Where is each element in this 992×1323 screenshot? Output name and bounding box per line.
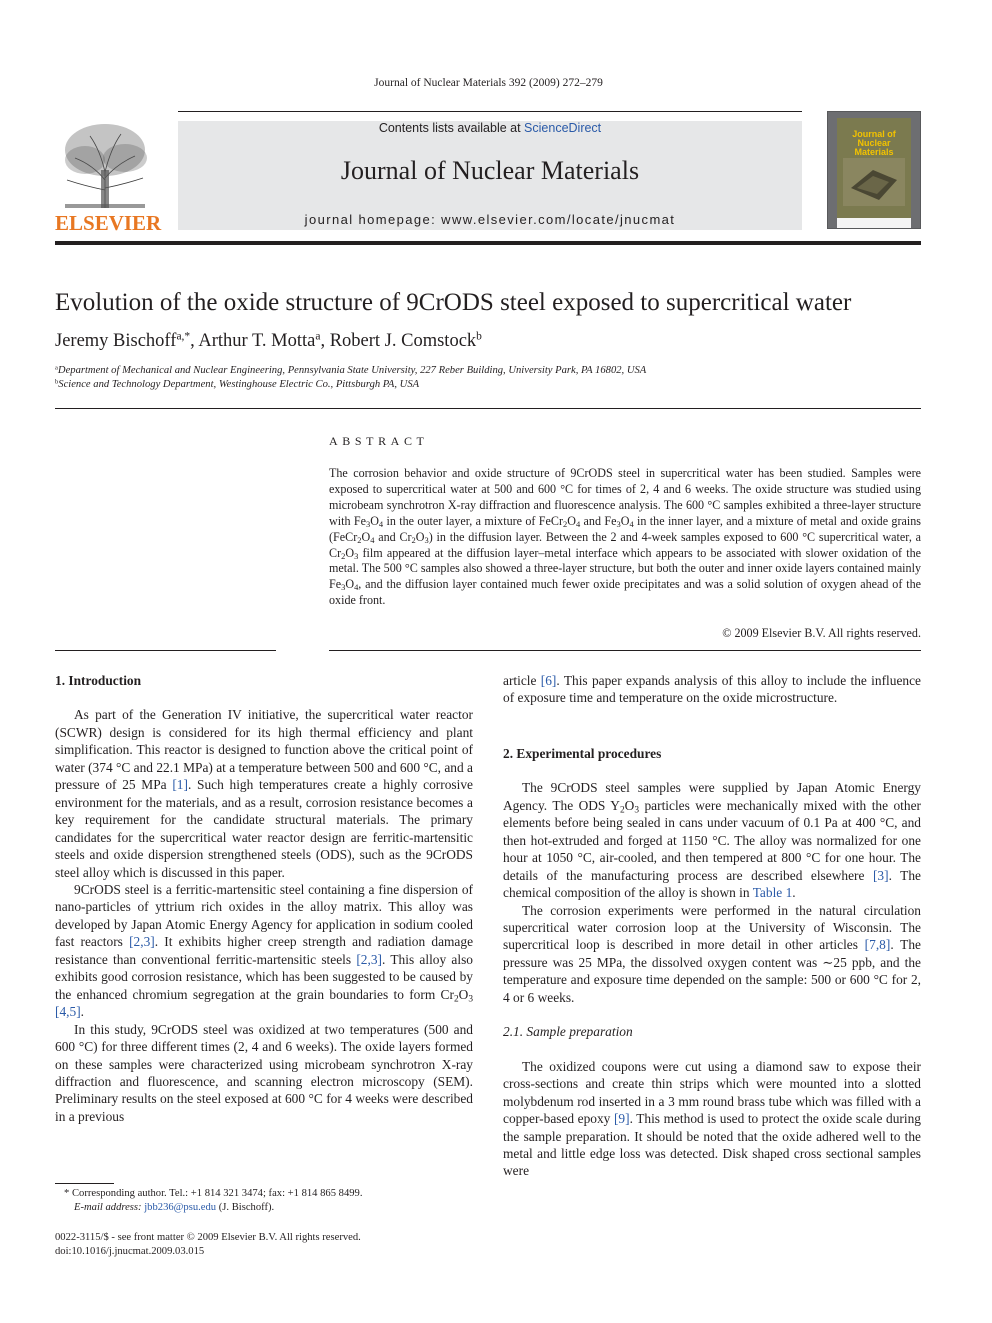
- contents-line: [178, 121, 802, 135]
- author-list: [55, 331, 935, 352]
- section-heading: 2. Experimental procedures: [503, 745, 662, 761]
- affiliation-text: Department of Mechanical and Nuclear Engineering, Pennsylvania State University, 227 Reber Building, University Park, PA 16802, USA: [57, 365, 647, 376]
- sciencedirect-link[interactable]: ScienceDirect: [524, 121, 602, 135]
- paragraph: In this study, 9CrODS steel was oxidized at two temperatures (500 and 600 °C) for three different times (2, 4 and 6 weeks). The oxide layers formed on these samples were characterized using microbeam synchrotron X-ray diffraction and fluorescence, and scanning electron microscopy (SEM). Preliminary results on the steel exposed at 600 °C for 4 weeks were described in a previous: [55, 1021, 473, 1124]
- citation-link[interactable]: [2,3]: [129, 934, 155, 950]
- author-name[interactable]: Robert J. Comstock: [329, 331, 477, 351]
- article-title: Evolution of the oxide structure of 9CrODS steel exposed to supercritical water: [55, 289, 852, 316]
- affiliation: [55, 379, 935, 390]
- abstract-heading: ABSTRACT: [329, 434, 429, 448]
- elsevier-wordmark: ELSEVIER: [55, 211, 162, 235]
- paragraph: The oxidized coupons were cut using a diamond saw to expose their cross-sections and create thin strips which were mounted into a slotted molybdenum rod inserted in a 3 mm round brass tube which was filled with a copper-based epoxy [9]. This method is used to protect the oxide scale during the sample preparation. It should be noted that the oxide adhered well to the metal and little edge loss was detected. Disk shaped cross sectional samples were: [503, 1058, 921, 1179]
- footnote-email: [55, 1201, 475, 1215]
- cover-footer: [837, 218, 911, 228]
- affiliation-mark: b: [55, 378, 59, 386]
- issn-line: 0022-3115/$ - see front matter © 2009 Elsevier B.V. All rights reserved.: [55, 1232, 361, 1243]
- asterisk-mark: *: [64, 1188, 72, 1199]
- journal-cover: [827, 111, 921, 229]
- email-label: E-mail address:: [74, 1202, 142, 1213]
- author-marks[interactable]: b: [476, 330, 482, 343]
- affiliation-text: Science and Technology Department, Westinghouse Electric Co., Pittsburgh PA, USA: [58, 379, 420, 390]
- right-divider: [329, 650, 921, 651]
- subsection-heading: 2.1. Sample preparation: [503, 1024, 633, 1040]
- author-name[interactable]: Jeremy Bischoff: [55, 331, 177, 351]
- cover-title-line2: Nuclear Materials: [854, 138, 894, 157]
- author-name[interactable]: Arthur T. Motta: [198, 331, 316, 351]
- cover-title-line1: Journal of: [852, 129, 896, 139]
- citation-link[interactable]: [7,8]: [864, 937, 891, 953]
- masthead-top-rule: [178, 111, 802, 112]
- doi-line[interactable]: doi:10.1016/j.jnucmat.2009.03.015: [55, 1246, 205, 1257]
- author-separator: ,: [320, 331, 330, 351]
- citation-link[interactable]: [6]: [540, 673, 557, 688]
- affiliation: [55, 365, 935, 376]
- paragraph: As part of the Generation IV initiative, the supercritical water reactor (SCWR) design is considered for its high thermal efficiency and plant simplification. This reactor is designed to function above the critical point of water (374 °C and 22.1 MPa) at a temperature between 500 and 600 °C, and a pressure of 25 MPa [1]. Such high temperatures create a highly corrosive environment for the materials, and as a result, corrosion resistance becomes a key requirement for the candidate structural materials. The primary candidates for the supercritical water reactor design are ferritic-martensitic steels and oxide dispersion strengthened steels (ODS), such as the 9CrODS steel alloy which is discussed in this paper.: [55, 707, 473, 880]
- author-marks[interactable]: a,*: [176, 330, 191, 343]
- paragraph: 9CrODS steel is a ferritic-martensitic steel containing a fine dispersion of nano-particles of yttrium rich oxides in the alloy matrix. This alloy was developed by Japan Atomic Energy Agency for application in sodium cooled fast reactors [2,3]. It exhibits higher creep strength and radiation damage resistance than conventional ferritic-martensitic steels [2,3]. This alloy also exhibits good corrosion resistance, which has been suggested to be caused by the enhanced chromium segregation at the grain boundaries to form $Cr_2O_3$ [4,5].: [55, 881, 474, 1020]
- affiliation-rule: [55, 408, 921, 409]
- citation-link[interactable]: [4,5]: [55, 1004, 81, 1020]
- table-link[interactable]: Table 1: [752, 885, 793, 901]
- author-marks[interactable]: a: [315, 330, 321, 343]
- paragraph: The 9CrODS steel samples were supplied by Japan Atomic Energy Agency. The ODS $Y_2O_3$ particles were mechanically mixed with the other elements before being sealed in cans under vacuum of 0.1 Pa at 400 °C, and then hot-extruded and forged at 1150 °C. The alloy was normalized for one hour at 1050 °C, air-cooled, and then tempered at 800 °C for one hour. The details of the manufacturing process are described elsewhere [3]. The chemical composition of the alloy is shown in Table 1.: [503, 780, 922, 901]
- footnote-rule: [55, 1183, 114, 1184]
- masthead-bottom-rule: [55, 241, 921, 245]
- copyright-line: © 2009 Elsevier B.V. All rights reserved.: [722, 626, 921, 640]
- cover-image-icon: [843, 158, 905, 206]
- right-column: [503, 672, 921, 1180]
- citation-link[interactable]: [2,3]: [356, 951, 383, 967]
- footnote: [55, 1187, 475, 1215]
- bottom-info: [55, 1231, 475, 1259]
- corresponding-text: Corresponding author. Tel.: +1 814 321 3474; fax: +1 814 865 8499.: [71, 1188, 363, 1199]
- affiliation-mark: a: [55, 364, 58, 372]
- citation-link[interactable]: [1]: [172, 777, 188, 793]
- author-separator: ,: [190, 331, 199, 351]
- cover-title: [837, 130, 911, 157]
- abstract-text: The corrosion behavior and oxide structure of 9CrODS steel in supercritical water has been studied. Samples were exposed to supercritical water at 500 and 600 °C for times of 2, 4 and 6 weeks. The oxide structure was studied using microbeam synchrotron X-ray diffraction and fluorescence analysis. The 600 °C samples exhibited a three-layer structure with $Fe_3O_4$ in the outer layer, a mixture of $FeCr_2O_4$ and $Fe_3O_4$ in the inner layer, and a mixture of metal and oxide grains ($FeCr_2O_4$ and $Cr_2O_3$) in the diffusion layer. Between the 2 and 4-week samples exposed to 600 °C supercritical water, a $Cr_2O_3$ film appeared at the diffusion layer–metal interface which appears to be associated with slower oxidation of the metal. The 500 °C samples also showed a three-layer structure, but both the outer and inner oxide layers contained mainly $Fe_3O_4$, and the diffusion layer contained much fewer oxide precipitates and was a solid solution of oxygen ahead of the oxide front.: [329, 466, 921, 608]
- email-link[interactable]: jbb236@psu.edu: [144, 1202, 217, 1213]
- left-column: [55, 672, 473, 1125]
- section-heading: 1. Introduction: [55, 673, 142, 688]
- footnote-corresponding: [55, 1187, 475, 1201]
- citation-link[interactable]: [9]: [613, 1111, 630, 1127]
- journal-homepage[interactable]: journal homepage: www.elsevier.com/locate/jnucmat: [304, 212, 676, 227]
- left-divider: [55, 650, 276, 651]
- paragraph: article [6]. This paper expands analysis of this alloy to include the influence of exposure time and temperature on the oxide microstructure.: [503, 673, 921, 706]
- journal-name: Journal of Nuclear Materials: [340, 156, 640, 185]
- running-header: Journal of Nuclear Materials 392 (2009) 272–279: [374, 77, 603, 89]
- citation-link[interactable]: [3]: [872, 867, 889, 883]
- contents-prefix: Contents lists available at: [378, 121, 525, 135]
- tree-icon: [55, 120, 155, 212]
- paragraph: The corrosion experiments were performed in the natural circulation supercritical water corrosion loop at the University of Wisconsin. The supercritical loop is described in more detail in other articles [7,8]. The pressure was 25 MPa, the dissolved oxygen content was ∼25 ppb, and the temperature and exposure time depended on the sample: 500 or 600 °C for 2, 4 or 6 weeks.: [503, 902, 921, 1005]
- email-suffix: (J. Bischoff).: [216, 1202, 275, 1213]
- cover-panel: [837, 118, 911, 218]
